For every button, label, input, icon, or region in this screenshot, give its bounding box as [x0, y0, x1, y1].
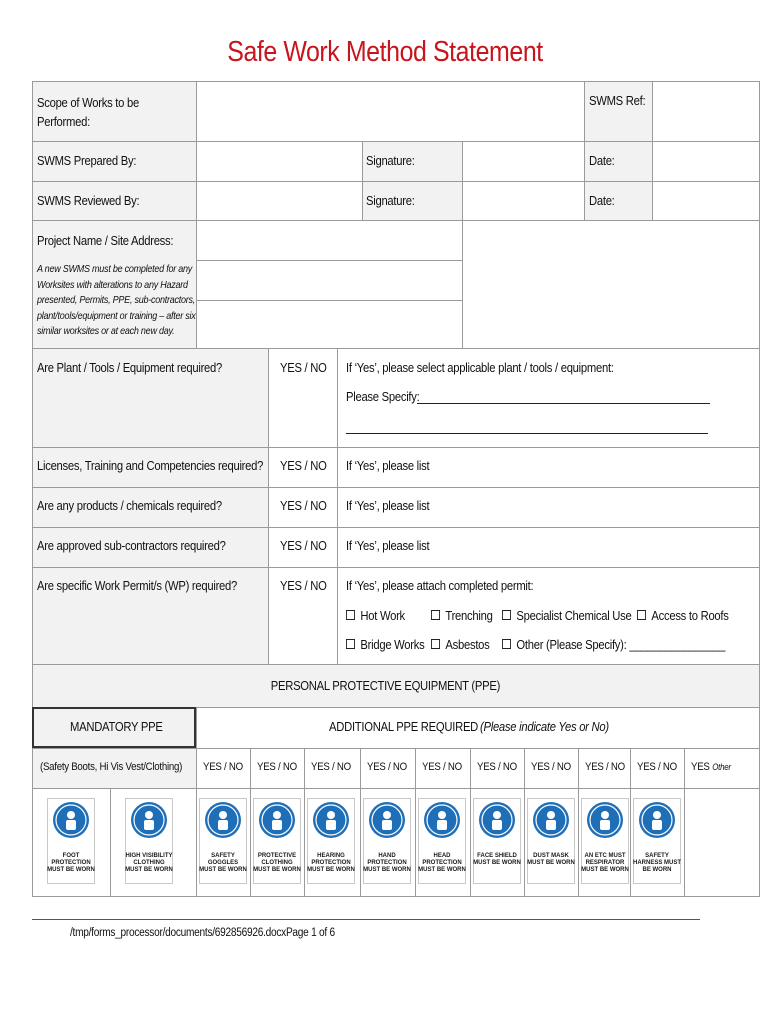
- reviewed-date-label: Date:: [589, 194, 615, 208]
- additional-sign-caption: SAFETY GOGGLES MUST BE WORN: [199, 853, 247, 873]
- mandatory-ppe-label: MANDATORY PPE: [70, 720, 163, 734]
- chemicals-yes-no[interactable]: YES / NO: [280, 499, 327, 513]
- mandatory-sign-2: [125, 798, 173, 884]
- ppe-yes-no-9[interactable]: YES / NO: [637, 761, 677, 773]
- permit-trenching[interactable]: Trenching: [431, 609, 493, 623]
- page-title: Safe Work Method Statement: [227, 36, 543, 68]
- checkbox-icon[interactable]: [346, 610, 355, 620]
- mandatory-sign-1: [47, 798, 95, 884]
- additional-ppe-note: (Please indicate Yes or No): [480, 720, 609, 734]
- additional-sign-9: [633, 798, 681, 884]
- project-name-field[interactable]: [197, 221, 461, 259]
- permit-specialist-chemical[interactable]: Specialist Chemical Use: [502, 609, 631, 623]
- prepared-by-field[interactable]: [197, 142, 361, 180]
- additional-sign-7: [527, 798, 575, 884]
- checkbox-icon[interactable]: [431, 610, 440, 620]
- permit-hot-work[interactable]: Hot Work: [346, 609, 405, 623]
- please-specify-line-1[interactable]: [417, 403, 710, 404]
- safety-goggles-icon: [205, 802, 241, 838]
- prepared-signature-field[interactable]: [463, 142, 583, 180]
- project-label: Project Name / Site Address:: [37, 234, 174, 248]
- question-plant-tools: Are Plant / Tools / Equipment required?: [37, 361, 223, 375]
- ppe-other-yes-label: YES: [691, 761, 710, 773]
- subcontractors-yes-no[interactable]: YES / NO: [280, 539, 327, 553]
- checkbox-icon[interactable]: [346, 639, 355, 649]
- swms-ref-label: SWMS Ref:: [589, 94, 646, 108]
- plant-tools-followup: If ‘Yes’, please select applicable plant / tools / equipment:: [346, 361, 614, 375]
- reviewed-by-label: SWMS Reviewed By:: [37, 194, 140, 208]
- ppe-yes-no-8[interactable]: YES / NO: [585, 761, 625, 773]
- additional-ppe-label: ADDITIONAL PPE REQUIRED: [329, 720, 479, 734]
- additional-sign-5: [418, 798, 466, 884]
- checkbox-icon[interactable]: [431, 639, 440, 649]
- mandatory-sign-caption: HIGH VISIBILITY CLOTHING MUST BE WORN: [125, 853, 173, 873]
- head-protection-icon: [424, 802, 460, 838]
- licenses-followup: If ‘Yes’, please list: [346, 459, 430, 473]
- prepared-signature-label: Signature:: [366, 154, 415, 168]
- reviewed-signature-field[interactable]: [463, 182, 583, 219]
- prepared-by-label: SWMS Prepared By:: [37, 154, 137, 168]
- prepared-date-label: Date:: [589, 154, 615, 168]
- ppe-yes-no-1[interactable]: YES / NO: [203, 761, 243, 773]
- project-note: A new SWMS must be completed for any Worksites with alterations to any Hazard presented, Permits, PPE, sub-contractors, plant/tools/equipment or training – after six similar worksites or at each new day.: [37, 263, 196, 337]
- boot-icon: [53, 802, 89, 838]
- ppe-yes-no-7[interactable]: YES / NO: [531, 761, 571, 773]
- additional-sign-caption: HEAD PROTECTION MUST BE WORN: [418, 853, 466, 873]
- additional-sign-caption: SAFETY HARNESS MUST BE WORN: [633, 853, 682, 873]
- swms-ref-field[interactable]: [653, 82, 759, 140]
- additional-sign-caption: PROTECTIVE CLOTHING MUST BE WORN: [253, 853, 301, 873]
- hand-protection-icon: [369, 802, 405, 838]
- ppe-other-word: Other: [712, 762, 731, 772]
- protective-clothing-icon: [259, 802, 295, 838]
- ppe-yes-no-6[interactable]: YES / NO: [477, 761, 517, 773]
- licenses-yes-no[interactable]: YES / NO: [280, 459, 327, 473]
- site-address-field-2[interactable]: [197, 301, 461, 348]
- permit-asbestos[interactable]: Asbestos: [431, 638, 490, 652]
- scope-label: Scope of Works to be Performed:: [37, 96, 139, 129]
- dust-mask-icon: [533, 802, 569, 838]
- footer-path-page: /tmp/forms_processor/documents/692856926.docxPage 1 of 6: [70, 927, 335, 939]
- additional-sign-6: [473, 798, 521, 884]
- additional-sign-1: [199, 798, 247, 884]
- permit-bridge-works[interactable]: Bridge Works: [346, 638, 424, 652]
- checkbox-icon[interactable]: [502, 639, 511, 649]
- plant-tools-yes-no[interactable]: YES / NO: [280, 361, 327, 375]
- additional-sign-caption: DUST MASK MUST BE WORN: [527, 853, 575, 866]
- reviewed-signature-label: Signature:: [366, 194, 415, 208]
- additional-sign-caption: FACE SHIELD MUST BE WORN: [473, 853, 521, 866]
- reviewed-by-field[interactable]: [197, 182, 361, 219]
- work-permits-followup: If ‘Yes’, please attach completed permit:: [346, 579, 534, 593]
- additional-sign-2: [253, 798, 301, 884]
- additional-sign-caption: AN ETC MUST RESPIRATOR MUST BE WORN: [581, 853, 629, 873]
- question-work-permits: Are specific Work Permit/s (WP) required?: [37, 579, 238, 593]
- ppe-other-yes[interactable]: [691, 761, 731, 773]
- additional-sign-caption: HAND PROTECTION MUST BE WORN: [363, 853, 411, 873]
- ppe-yes-no-2[interactable]: YES / NO: [257, 761, 297, 773]
- please-specify-line-2[interactable]: [346, 433, 708, 434]
- checkbox-icon[interactable]: [637, 610, 646, 620]
- additional-sign-4: [363, 798, 411, 884]
- additional-sign-3: [307, 798, 355, 884]
- scope-field[interactable]: [197, 82, 583, 140]
- respirator-icon: [587, 802, 623, 838]
- ppe-yes-no-5[interactable]: YES / NO: [422, 761, 462, 773]
- ppe-heading: PERSONAL PROTECTIVE EQUIPMENT (PPE): [270, 679, 500, 693]
- face-shield-icon: [479, 802, 515, 838]
- additional-sign-caption: HEARING PROTECTION MUST BE WORN: [307, 853, 355, 873]
- question-subcontractors: Are approved sub-contractors required?: [37, 539, 226, 553]
- work-permits-yes-no[interactable]: YES / NO: [280, 579, 327, 593]
- safety-harness-icon: [639, 802, 675, 838]
- site-address-field-1[interactable]: [197, 261, 461, 299]
- question-chemicals: Are any products / chemicals required?: [37, 499, 222, 513]
- hi-vis-vest-icon: [131, 802, 167, 838]
- question-licenses: Licenses, Training and Competencies required?: [37, 459, 264, 473]
- reviewed-date-field[interactable]: [653, 182, 759, 219]
- chemicals-followup: If ‘Yes’, please list: [346, 499, 430, 513]
- please-specify-label: Please Specify:: [346, 390, 420, 404]
- permit-access-roofs[interactable]: Access to Roofs: [637, 609, 729, 623]
- hearing-protection-icon: [313, 802, 349, 838]
- ppe-yes-no-3[interactable]: YES / NO: [311, 761, 351, 773]
- prepared-date-field[interactable]: [653, 142, 759, 180]
- subcontractors-followup: If ‘Yes’, please list: [346, 539, 430, 553]
- checkbox-icon[interactable]: [502, 610, 511, 620]
- permit-other[interactable]: Other (Please Specify): ________________: [502, 638, 725, 652]
- mandatory-sign-caption: FOOT PROTECTION MUST BE WORN: [47, 853, 95, 873]
- ppe-yes-no-4[interactable]: YES / NO: [367, 761, 407, 773]
- additional-sign-8: [581, 798, 629, 884]
- mandatory-ppe-description: (Safety Boots, Hi Vis Vest/Clothing): [40, 761, 183, 773]
